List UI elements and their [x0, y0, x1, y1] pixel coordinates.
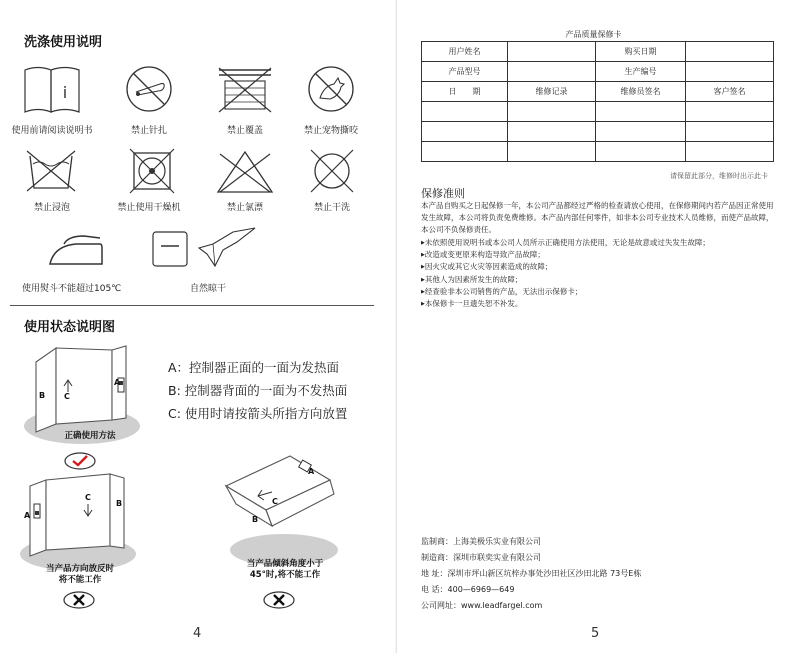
diagram1-letter-a: A [114, 378, 121, 387]
warranty-table-cell: 维修员签名 [596, 82, 686, 102]
care-label-no-dry-clean: 禁止干洗 [313, 203, 350, 213]
care-label-line-dry: 自然晾干 [189, 284, 226, 294]
no-dry-clean-icon [307, 146, 357, 196]
tilted-caption [226, 559, 344, 581]
warranty-table-cell [422, 142, 508, 162]
correct-usage-caption: 正确使用方法 [64, 431, 116, 441]
warranty-table [421, 41, 774, 162]
warranty-table-cell [686, 122, 774, 142]
warranty-table-cell: 用户姓名 [422, 42, 508, 62]
section-divider [10, 305, 374, 306]
warranty-rule-item: ▶ 其他人为因素所发生的故障； [421, 274, 781, 286]
tilted-caption-line-2: 45°时,将不能工作 [249, 570, 321, 580]
warranty-table-cell [686, 42, 774, 62]
warranty-rules-title: 保修准则 [421, 187, 465, 200]
tilted-caption-line-1: 当产品倾斜角度小于 [246, 559, 324, 569]
diagram3-letter-c: C [272, 497, 278, 506]
no-soak-icon [24, 148, 78, 194]
care-label-no-cover: 禁止覆盖 [226, 126, 263, 136]
warranty-table-cell: 日 期 [422, 82, 508, 102]
care-label-no-pins: 禁止针扎 [130, 126, 167, 136]
manual-book-glyph: i [62, 83, 68, 102]
cross-mark-icon [62, 590, 96, 610]
warranty-table-cell [508, 122, 596, 142]
warranty-table-cell: 维修记录 [508, 82, 596, 102]
warranty-table-cell: 购买日期 [596, 42, 686, 62]
no-pins-icon [124, 64, 174, 114]
usage-status-title: 使用状态说明图 [24, 320, 116, 335]
warranty-table-row [422, 42, 774, 62]
diagram3-letter-b: B [252, 515, 259, 524]
warranty-table-cell [686, 142, 774, 162]
warranty-table-cell [422, 102, 508, 122]
website-line: 公司网址：www.leadfargel.com [421, 601, 543, 610]
warranty-table-cell: 客户签名 [686, 82, 774, 102]
warranty-card-title: 产品质量保修卡 [565, 30, 622, 39]
cross-mark-icon [262, 590, 296, 610]
reversed-caption [30, 564, 130, 586]
warranty-rule-item: ▶ 未依照使用说明书或本公司人员所示正确使用方法使用，无论是故意或过失发生故障； [421, 237, 781, 249]
diagram1-letter-c: C [64, 392, 70, 401]
warranty-table-row [422, 142, 774, 162]
diagram2-letter-c: C [85, 493, 91, 502]
warranty-table-cell [596, 102, 686, 122]
care-label-no-tumble-dry: 禁止使用干燥机 [117, 203, 181, 213]
page-number-right: 5 [591, 626, 600, 641]
warranty-table-row [422, 102, 774, 122]
legend-a: A：控制器正面的一面为发热面 [168, 360, 340, 375]
line-dry-icon [149, 226, 261, 272]
warranty-table-cell [422, 122, 508, 142]
care-label-read-manual: 使用前请阅读说明书 [11, 126, 93, 136]
supervisor-line: 监制商：上海美极乐实业有限公司 [421, 537, 541, 546]
warranty-rule-item: ▶ 改造或变更原来构造导致产品故障； [421, 249, 781, 261]
diagram2-letter-a: A [24, 511, 31, 520]
warranty-table-cell [596, 122, 686, 142]
address-line: 地 址：深圳市坪山新区坑梓办事处沙田社区沙田北路 73号E栋 [421, 569, 642, 578]
diagram3-letter-a: A [308, 467, 315, 476]
reversed-caption-line-2: 将不能工作 [58, 575, 102, 585]
reversed-caption-line-1: 当产品方向放反时 [45, 564, 114, 574]
warranty-rule-item: ▶ 本保修卡一旦遗失恕不补发。 [421, 298, 781, 310]
warranty-rule-item: ▶ 因火灾或其它火灾等因素造成的故障； [421, 261, 781, 273]
iron-icon [44, 232, 108, 272]
warranty-table-cell [686, 102, 774, 122]
warranty-table-cell [686, 62, 774, 82]
warranty-table-cell [508, 102, 596, 122]
warranty-table-cell [596, 142, 686, 162]
no-cover-icon [213, 66, 277, 114]
manual-book-icon [21, 64, 83, 116]
no-tumble-dry-icon [128, 147, 176, 195]
care-label-no-soak: 禁止浸泡 [33, 203, 70, 213]
warranty-rule-item: ▶ 经查验非本公司销售的产品，无法出示保修卡； [421, 286, 781, 298]
right-page [397, 0, 790, 653]
warranty-table-cell: 产品型号 [422, 62, 508, 82]
care-label-iron-temp: 使用熨斗不能超过105℃ [22, 284, 122, 294]
legend-b: B: 控制器背面的一面为不发热面 [168, 383, 348, 398]
warranty-rules-list [421, 237, 781, 310]
warranty-table-row [422, 82, 774, 102]
diagram2-letter-b: B [116, 499, 123, 508]
reversed-diagram [12, 466, 142, 576]
warranty-table-cell: 生产编号 [596, 62, 686, 82]
tilted-diagram [212, 446, 362, 572]
warranty-table-cell [508, 142, 596, 162]
page-number-left: 4 [193, 626, 202, 641]
diagram1-letter-b: B [39, 391, 46, 400]
care-label-no-pet-bite: 禁止宠物撕咬 [303, 126, 358, 136]
manufacturer-line: 制造商：深圳市联奕实业有限公司 [421, 553, 541, 562]
care-label-no-bleach: 禁止氯漂 [226, 203, 263, 213]
legend-c: C: 使用时请按箭头所指方向放置 [168, 406, 348, 421]
no-pet-bite-icon [306, 64, 356, 114]
care-instructions-title: 洗涤使用说明 [24, 35, 103, 50]
warranty-table-row [422, 122, 774, 142]
warranty-table-cell [508, 62, 596, 82]
warranty-rules-intro: 本产品自购买之日起保修一年，本公司产品都经过严格的检查请放心使用，在保修期间内若产品因正常使用发生故障，本公司将负责免费维修。本产品内部任何零件，如非本公司专业技术人员维修，而使产品故障，本公司不负保修责任。 [421, 201, 774, 234]
table-note: 请保留此部分，维修时出示此卡 [670, 172, 768, 180]
warranty-table-cell [508, 42, 596, 62]
warranty-table-row [422, 62, 774, 82]
no-bleach-icon [214, 148, 276, 196]
phone-line: 电 话：400—6969—649 [421, 585, 515, 594]
